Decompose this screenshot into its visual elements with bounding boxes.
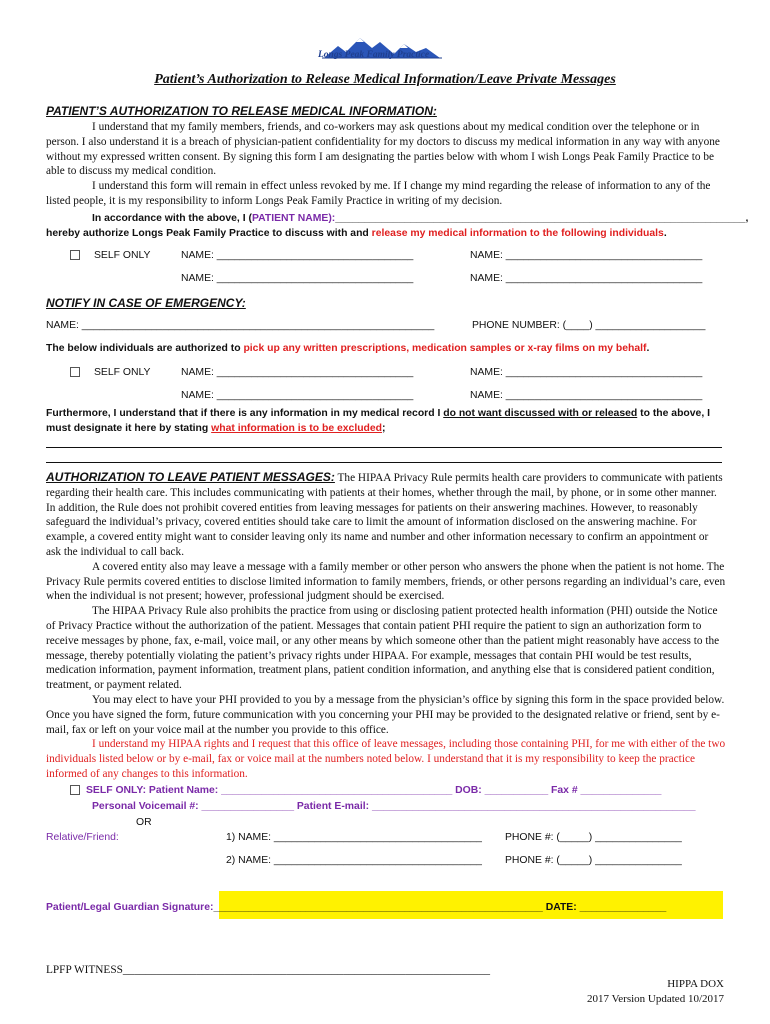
release-name-field-2[interactable]: NAME: __________________________________	[470, 250, 703, 261]
form-code: HIPPA DOX	[667, 978, 724, 990]
pickup-name-field-3[interactable]: NAME: __________________________________	[181, 390, 414, 401]
self-only-checkbox-pickup[interactable]: SELF ONLY	[70, 367, 150, 378]
messages-para-4: You may elect to have your PHI provided to you by a message from the physician’s office by signing this form in the space provided below. Once you have signed the form, future communication with you concerning your PHI may be provided to the designated relative or friend, sent by e-mail, fax or left on your voice mail at the number you provide to this office.	[46, 693, 725, 736]
messages-paragraphs	[46, 470, 726, 782]
section-heading-messages: AUTHORIZATION TO LEAVE PATIENT MESSAGES:	[46, 470, 335, 484]
section-heading-release: PATIENT’S AUTHORIZATION TO RELEASE MEDICAL INFORMATION:	[46, 104, 437, 118]
form-title: Patient’s Authorization to Release Medical Information/Leave Private Messages	[154, 72, 616, 87]
checkbox[interactable]	[70, 367, 80, 377]
checkbox[interactable]	[70, 250, 80, 260]
version-note: 2017 Version Updated 10/2017	[587, 993, 724, 1005]
pickup-name-field-1[interactable]: NAME: __________________________________	[181, 367, 414, 378]
signature-row[interactable]: Patient/Legal Guardian Signature:_________________________________________________________ DATE: _______________	[46, 902, 667, 913]
release-name-field-3[interactable]: NAME: __________________________________	[181, 273, 414, 284]
patient-name-line[interactable]: In accordance with the above, I (PATIENT NAME):_______________________________________________________________________,	[92, 213, 749, 224]
relative-2-name-field[interactable]: 2) NAME: ____________________________________	[226, 855, 482, 866]
messages-para-3: The HIPAA Privacy Rule also prohibits the practice from using or disclosing patient protected health information (PHI) outside the Notice of Privacy Practice without the authorization of the patient. Messages that contain patient PHI require the patient to sign an authorization form to receive messages by phone, fax, e-mail, voice mail, or any other means by which someone other than the patient might reasonably have access to the message, thereby potentially violating the patient’s privacy rights under HIPAA. For example, messages that contain PHI would be test results, medication information, payment information, treatment plans, patient condition information, and anything else that is considered patient condition, treatment, or payment related.	[46, 605, 720, 692]
or-label: OR	[136, 817, 152, 828]
release-para-2: I understand this form will remain in effect unless revoked by me. If I change my mind regarding the release of information to any of the listed people, it is my responsibility to inform Longs Peak Family Practice in writing of my decision.	[46, 180, 711, 207]
messages-intro: AUTHORIZATION TO LEAVE PATIENT MESSAGES: The HIPAA Privacy Rule permits health care providers to communicate with patients regarding their health care. This includes communicating with patients at their homes, whether through the mail, by phone, or in some other manner. In addition, the Rule does not prohibit covered entities from leaving messages for patients on their answering machines. However, to reasonably safeguard the individual’s privacy, covered entities should take care to limit the amount of information disclosed on the answering machine. For example, a covered entity might want to consider leaving only its name and number and other information necessary to confirm an appointment or ask the individual to call back.	[46, 470, 723, 558]
self-only-contact-line[interactable]: SELF ONLY: Patient Name: ________________________________________ DOB: ___________ Fax # ______________	[70, 785, 661, 796]
exclusion-line-1[interactable]	[46, 447, 722, 448]
practice-logo	[316, 30, 456, 66]
relative-1-name-field[interactable]: 1) NAME: ____________________________________	[226, 832, 482, 843]
practice-logo-text: Longs Peak Family Practice	[318, 50, 430, 60]
messages-para-2: A covered entity also may leave a message with a family member or other person who answers the phone when the patient is not home. The Privacy Rule permits covered entities to disclose limited information to family members, friends, or other persons regarding an individual’s care, even when the individual is not present; however, professional judgment should be exercised.	[46, 560, 726, 603]
pickup-name-field-2[interactable]: NAME: __________________________________	[470, 367, 703, 378]
emergency-phone-field[interactable]: PHONE NUMBER: (____) ___________________	[472, 320, 706, 331]
witness-field[interactable]: LPFP WITNESS_________________________________________________________________	[46, 964, 491, 976]
pickup-statement: The below individuals are authorized to pick up any written prescriptions, medication samples or x-ray films on my behalf.	[46, 343, 650, 354]
relative-2-phone-field[interactable]: PHONE #: (_____) _______________	[505, 855, 682, 866]
release-name-field-4[interactable]: NAME: __________________________________	[470, 273, 703, 284]
voicemail-email-line[interactable]: Personal Voicemail #: ________________ Patient E-mail: ________________________________________________________	[92, 801, 696, 812]
release-para-1: I understand that my family members, friends, and co-workers may ask questions about my medical condition over the telephone or in person. I also understand it is a breach of physician-patient confidentiality for my doctors to discuss my medical information in any way with anyone without my expressed written consent. By signing this form I am designating the parties below with whom I wish Longs Peak Family Practice to be able to discuss my medical condition.	[46, 121, 720, 178]
checkbox[interactable]	[70, 785, 80, 795]
messages-consent: I understand my HIPAA rights and I request that this office of leave messages, including those containing PHI, for me with either of the two individuals listed below or by e-mail, fax or voice mail at the numbers noted below. I understand that it is my responsibility to keep the practice informed of any changes to this information.	[46, 738, 726, 780]
release-paragraphs	[46, 120, 726, 209]
self-only-checkbox-release[interactable]: SELF ONLY	[70, 250, 150, 261]
exclusion-line-2[interactable]	[46, 462, 722, 463]
relative-friend-label: Relative/Friend:	[46, 832, 119, 843]
release-name-field-1[interactable]: NAME: __________________________________	[181, 250, 414, 261]
section-heading-emergency: NOTIFY IN CASE OF EMERGENCY:	[46, 296, 246, 310]
authorize-statement: hereby authorize Longs Peak Family Practice to discuss with and release my medical information to the following individuals.	[46, 228, 667, 239]
exclusion-statement: Furthermore, I understand that if there is any information in my medical record I do not want discussed with or released to the above, I must designate it here by stating what information is to be excluded;	[46, 408, 710, 434]
pickup-name-field-4[interactable]: NAME: __________________________________	[470, 390, 703, 401]
emergency-name-field[interactable]: NAME: _____________________________________________________________	[46, 320, 435, 331]
relative-1-phone-field[interactable]: PHONE #: (_____) _______________	[505, 832, 682, 843]
